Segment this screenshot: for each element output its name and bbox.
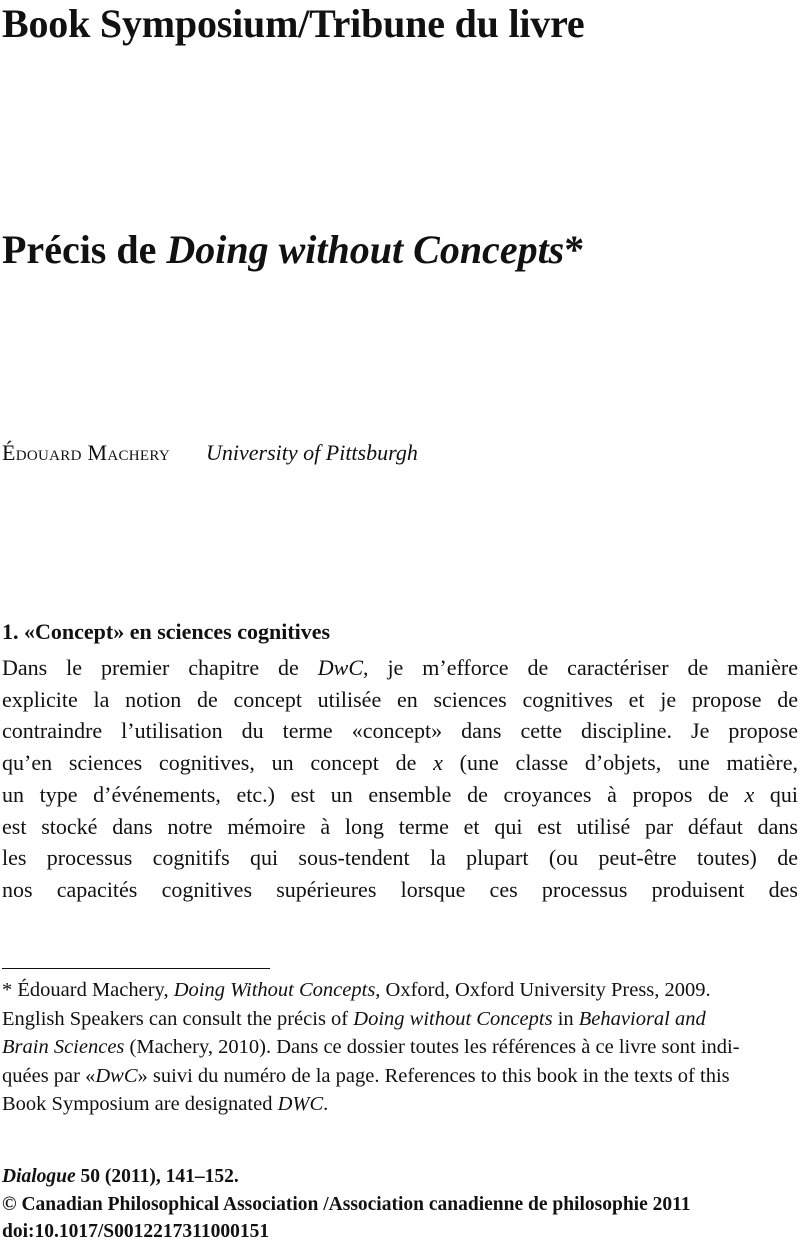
- footnote-line: * Édouard Machery, Doing Without Concepts, Oxford, Oxford University Press, 2009.: [2, 979, 711, 1001]
- title-book-name: Doing without Concepts: [166, 227, 565, 272]
- footnote-line: English Speakers can consult the précis of Doing without Concepts in Behavioral and: [2, 1007, 706, 1030]
- journal-citation: [2, 1166, 798, 1188]
- author-line: [2, 440, 798, 466]
- body-line: est stocké dans notre mémoire à long terme et qui est utilisé par défaut dans: [2, 813, 798, 839]
- body-line: un type d’événements, etc.) est un ensemble de croyances à propos de x qui: [2, 781, 798, 807]
- journal-name: Dialogue: [2, 1166, 76, 1187]
- body-line: contraindre l’utilisation du terme «concept» dans cette discipline. Je propose: [2, 718, 798, 744]
- body-line: nos capacités cognitives supérieures lorsque ces processus produisent des: [2, 876, 798, 902]
- body-line: Dans le premier chapitre de DwC, je m’efforce de caractériser de manière: [2, 655, 799, 680]
- footnote-line: Book Symposium are designated DWC.: [2, 1093, 329, 1115]
- article-title: [2, 226, 798, 273]
- symposium-heading: Book Symposium/Tribune du livre: [2, 1, 585, 46]
- footnote: [2, 976, 798, 1119]
- title-prefix: Précis de: [2, 227, 167, 272]
- body-line: qu’en sciences cognitives, un concept de x (une classe d’objets, une matière,: [2, 750, 799, 776]
- body-text: [2, 652, 798, 906]
- copyright-line: © Canadian Philosophical Association /Association canadienne de philosophie 2011: [2, 1194, 691, 1215]
- body-line: les processus cognitifs qui sous-tendent la plupart (ou peut-être toutes) de: [2, 845, 798, 871]
- author-name: Édouard Machery: [2, 440, 171, 465]
- footnote-line: quées par «DwC» suivi du numéro de la page. References to this book in the texts of this: [2, 1064, 730, 1087]
- section-heading: 1. «Concept» en sciences cognitives: [2, 619, 331, 644]
- body-line: explicite la notion de concept utilisée en sciences cognitives et je propose de: [2, 686, 798, 712]
- footnote-line: Brain Sciences (Machery, 2010). Dans ce dossier toutes les références à ce livre sont indi-: [2, 1036, 740, 1058]
- footnote-separator: [2, 968, 270, 969]
- doi-line: doi:10.1017/S0012217311000151: [2, 1221, 270, 1242]
- journal-volume-pages: 50 (2011), 141–152.: [75, 1166, 239, 1187]
- title-footnote-marker: *: [564, 227, 585, 272]
- author-affiliation: University of Pittsburgh: [206, 440, 418, 465]
